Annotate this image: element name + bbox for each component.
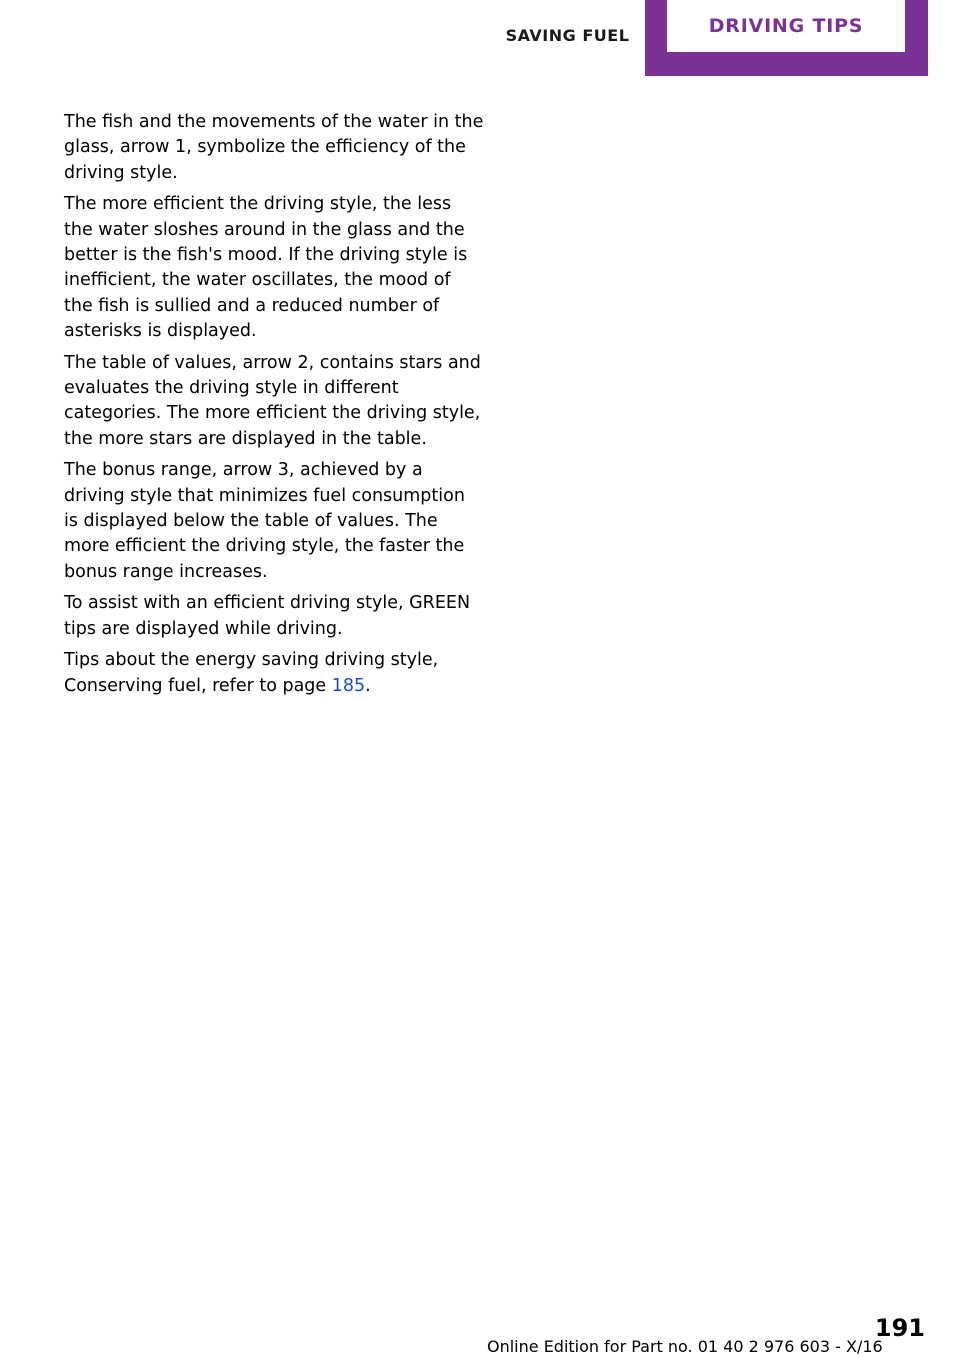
page-number: 191 [874,1314,925,1342]
section-title: SAVING FUEL [505,26,630,45]
body-text [64,110,484,706]
paragraph: To assist with an efficient driving style, GREEN tips are displayed while driving. [64,593,471,639]
paragraph: The more efficient the driving style, the less the water sloshes around in the glass and the better is the fish's mood. If the driving style is inefficient, the water oscillates, the mood of the fish is sullied and a reduced number of asterisks is displayed. [64,194,468,341]
chapter-title: DRIVING TIPS [667,0,905,52]
paragraph: The fish and the movements of the water in the glass, arrow 1, symbolize the efficiency of the driving style. [64,112,484,183]
paragraph: The bonus range, arrow 3, achieved by a driving style that minimizes fuel consumption is displayed below the table of values. The more efficient the driving style, the faster the bonus range increases. [64,460,465,582]
paragraph-with-link [64,648,484,699]
paragraph-text: Tips about the energy saving driving style, Conserving fuel, refer to page [64,650,439,696]
paragraph-text-end: . [365,675,371,696]
paragraph: The table of values, arrow 2, contains stars and evaluates the driving style in different categories. The more efficient the driving style, the more stars are displayed in the table. [64,352,481,449]
edition-footer: Online Edition for Part no. 01 40 2 976 603 - X/16 [487,1337,883,1356]
page-reference-link[interactable]: 185 [331,675,366,696]
chapter-tab [645,0,928,76]
